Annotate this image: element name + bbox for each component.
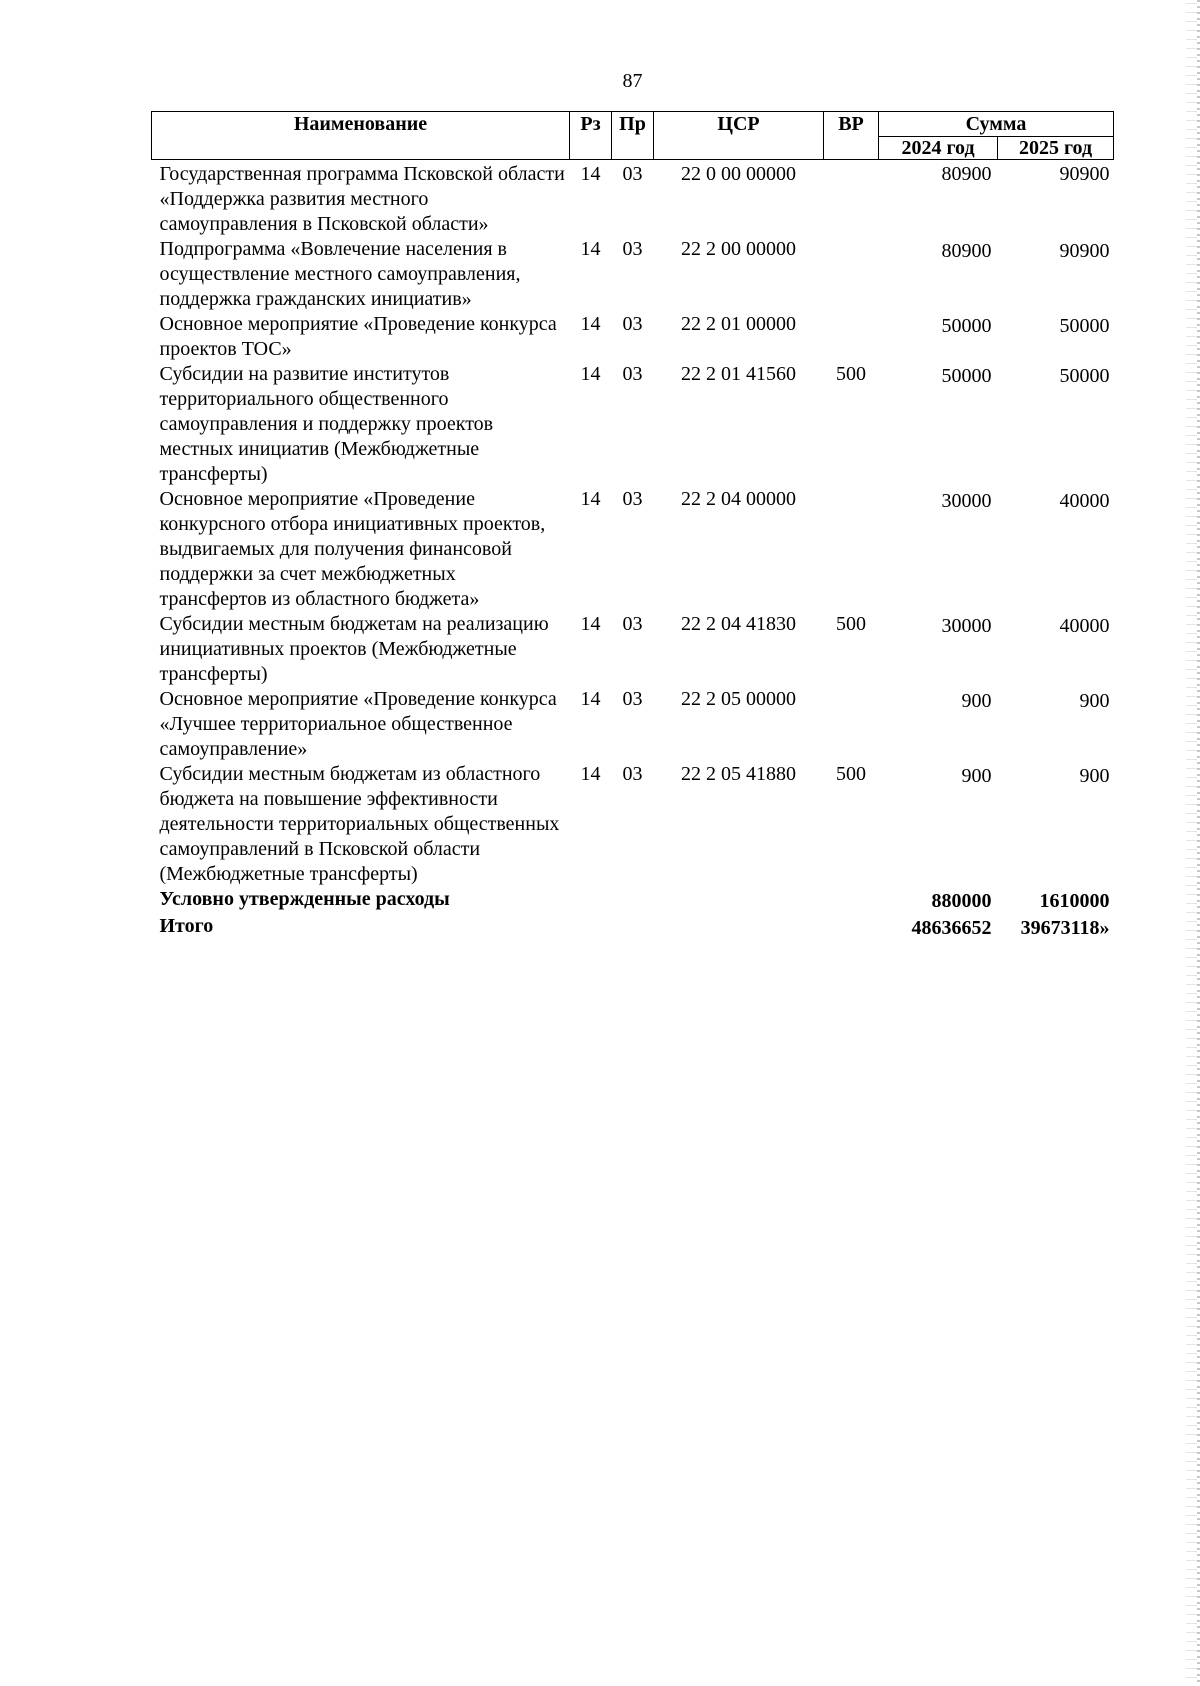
row-rz: 14 [580,488,601,510]
row-vr: 500 [836,613,866,635]
row-amount-2025: 40000 [1059,490,1110,512]
row-amount-2025: 50000 [1059,365,1110,387]
row-vr [824,160,879,238]
row-vr [824,487,879,612]
header-year-2025: 2025 год [998,137,1114,160]
header-pr: Пр [612,112,654,160]
row-rz: 14 [580,363,601,385]
row-amount-2025: 90900 [1059,240,1110,262]
scan-edge-artifact [1186,0,1200,1686]
row-csr: 22 2 05 00000 [681,688,796,710]
row-vr [824,237,879,312]
row-name: Субсидии местным бюджетам на реализацию инициативных проектов (Межбюджетные трансферты) [159,613,549,685]
row-csr: 22 2 04 41830 [681,613,796,635]
row-rz: 14 [580,763,601,785]
row-rz: 14 [580,313,601,335]
total-amount-2025: 39673118» [1020,917,1110,939]
row-amount-2024: 50000 [941,315,992,337]
header-year-2024: 2024 год [879,137,998,160]
row-csr: 22 2 01 00000 [681,313,796,335]
table-row [152,237,1114,312]
header-name: Наименование [152,112,570,160]
row-name: Государственная программа Псковской области «Поддержка развития местного самоуправления в Псковской области» [159,163,565,235]
table-row [152,762,1114,887]
row-amount-2024: 50000 [941,365,992,387]
row-amount-2024: 900 [961,690,992,712]
row-name: Основное мероприятие «Проведение конкурсного отбора инициативных проектов, выдвигаемых для получения финансовой поддержки за счет межбюджетных трансфертов из областного бюджета» [159,488,546,610]
row-vr [824,687,879,762]
row-csr: 22 0 00 00000 [681,163,796,185]
row-name: Субсидии на развитие институтов территориального общественного самоуправления и поддержку проектов местных инициатив (Межбюджетные трансферты) [159,363,494,485]
table-row [152,362,1114,487]
row-vr [824,312,879,362]
budget-table [151,111,1114,941]
table-row [152,612,1114,687]
row-pr: 03 [622,313,643,335]
row-amount-2025: 50000 [1059,315,1110,337]
row-pr: 03 [622,688,643,710]
row-csr: 22 2 04 00000 [681,488,796,510]
total-amount-2024: 880000 [931,890,992,912]
row-pr: 03 [622,613,643,635]
row-rz: 14 [580,688,601,710]
row-amount-2024: 80900 [941,163,992,185]
row-pr: 03 [622,763,643,785]
row-rz: 14 [580,238,601,260]
row-csr: 22 2 01 41560 [681,363,796,385]
row-csr: 22 2 00 00000 [681,238,796,260]
total-row-grand [152,914,1114,941]
row-vr: 500 [836,763,866,785]
row-amount-2025: 90900 [1059,163,1110,185]
row-amount-2024: 30000 [941,615,992,637]
total-label: Условно утвержденные расходы [159,888,450,910]
row-pr: 03 [622,163,643,185]
row-amount-2025: 900 [1079,690,1110,712]
total-label: Итого [159,915,214,937]
row-amount-2024: 30000 [941,490,992,512]
header-vr: ВР [824,112,879,160]
row-name: Субсидии местным бюджетам из областного бюджета на повышение эффективности деятельности территориальных общественных самоуправлений в Псковской области (Межбюджетные трансферты) [159,763,560,885]
table-row [152,312,1114,362]
row-amount-2024: 900 [961,765,992,787]
header-csr: ЦСР [654,112,824,160]
row-amount-2025: 900 [1079,765,1110,787]
row-rz: 14 [580,163,601,185]
row-pr: 03 [622,238,643,260]
row-pr: 03 [622,363,643,385]
total-amount-2024: 48636652 [911,917,992,939]
row-name: Основное мероприятие «Проведение конкурса проектов ТОС» [159,313,557,360]
row-vr: 500 [836,363,866,385]
total-row-conditional [152,887,1114,914]
row-name: Основное мероприятие «Проведение конкурса «Лучшее территориальное общественное самоуправление» [159,688,557,760]
row-pr: 03 [622,488,643,510]
row-amount-2025: 40000 [1059,615,1110,637]
row-csr: 22 2 05 41880 [681,763,796,785]
row-amount-2024: 80900 [941,240,992,262]
total-amount-2025: 1610000 [1039,890,1110,912]
table-row [152,160,1114,238]
header-sum: Сумма [879,112,1114,137]
header-rz: Рз [570,112,612,160]
row-rz: 14 [580,613,601,635]
table-row [152,687,1114,762]
table-row [152,487,1114,612]
row-name: Подпрограмма «Вовлечение населения в осуществление местного самоуправления, поддержка гражданских инициатив» [159,238,521,310]
page-number: 87 [622,70,643,92]
table-header-row [152,112,1114,137]
